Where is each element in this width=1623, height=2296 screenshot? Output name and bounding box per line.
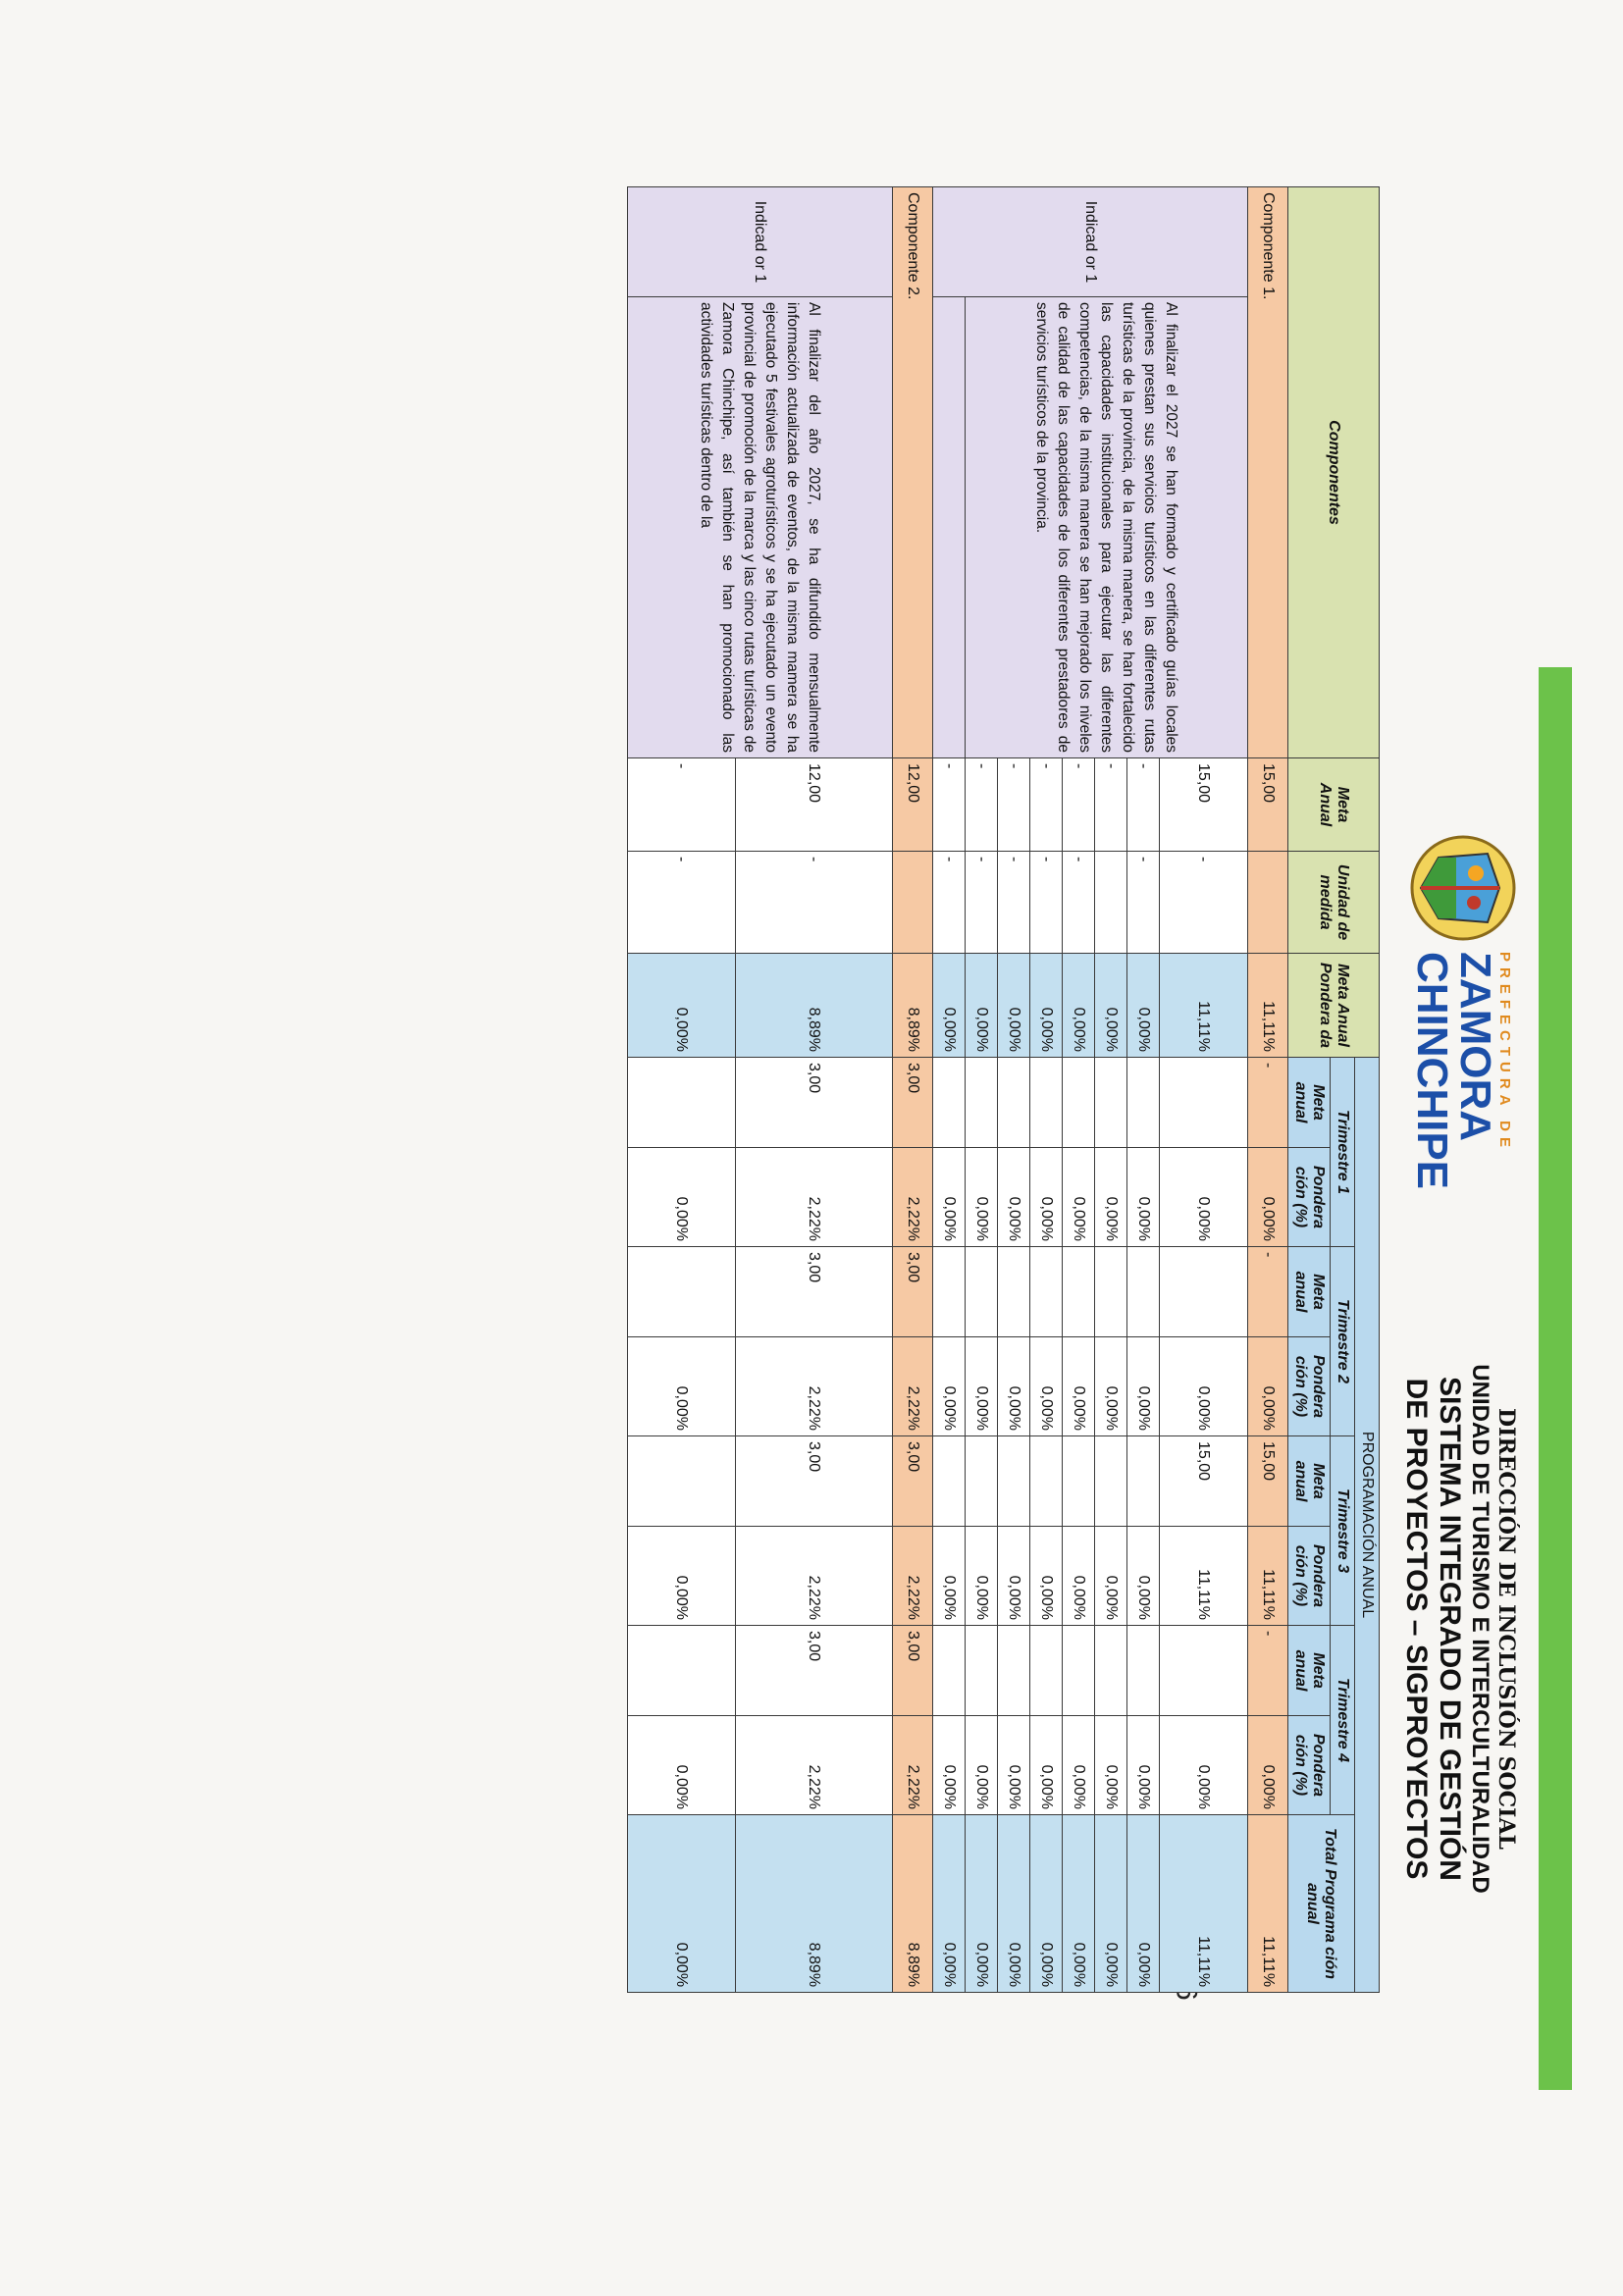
cell: - — [628, 852, 736, 954]
cell — [1160, 1058, 1248, 1148]
cell: 0,00% — [966, 1815, 998, 1993]
cell: 2,22% — [736, 1148, 893, 1247]
cell: 0,00% — [1063, 1337, 1095, 1436]
header-meta-anual: Meta Anual — [1288, 758, 1380, 852]
cell — [998, 1247, 1030, 1337]
cell: 0,00% — [1063, 954, 1095, 1058]
cell: 0,00% — [966, 1337, 998, 1436]
brand-chinchipe: CHINCHIPE — [1408, 952, 1456, 1190]
cell — [1248, 852, 1288, 954]
cell: 15,00 — [1160, 1436, 1248, 1527]
cell — [998, 1626, 1030, 1716]
cell: 0,00% — [628, 1148, 736, 1247]
table-row — [1160, 187, 1248, 1993]
cell — [1160, 1247, 1248, 1337]
cell: 0,00% — [933, 1527, 966, 1626]
cell: 0,00% — [998, 1148, 1030, 1247]
cell: 0,00% — [933, 1716, 966, 1815]
cell — [628, 1247, 736, 1337]
cell — [1063, 1436, 1095, 1527]
cell: 0,00% — [1030, 1815, 1063, 1993]
brand-block — [1410, 952, 1513, 1266]
table-row-componente-1 — [1248, 187, 1288, 1993]
green-side-band — [1539, 667, 1572, 2090]
cell: 3,00 — [893, 1058, 933, 1148]
header-t4-meta: Meta anual — [1288, 1626, 1331, 1716]
cell: 0,00% — [998, 1815, 1030, 1993]
cell: 15,00 — [1248, 758, 1288, 852]
indicador-2-label: Indicad or 1 — [628, 187, 893, 297]
table-row — [736, 187, 893, 1993]
cell: - — [1248, 1626, 1288, 1716]
cell: 11,11% — [1248, 1527, 1288, 1626]
cell: 0,00% — [933, 1815, 966, 1993]
cell: 0,00% — [1248, 1716, 1288, 1815]
cell: 0,00% — [933, 954, 966, 1058]
cell: 0,00% — [1063, 1527, 1095, 1626]
cell — [1063, 1626, 1095, 1716]
cell: 0,00% — [1248, 1337, 1288, 1436]
header-t2-pond: Pondera ción (%) — [1288, 1337, 1331, 1436]
cell: 0,00% — [998, 954, 1030, 1058]
cell: 0,00% — [1160, 1337, 1248, 1436]
cell — [998, 1436, 1030, 1527]
cell: 0,00% — [1030, 954, 1063, 1058]
cell — [1127, 1626, 1160, 1716]
cell — [933, 1626, 966, 1716]
cell: 12,00 — [736, 758, 893, 852]
document-titles — [1399, 1276, 1519, 1982]
cell: 0,00% — [1063, 1716, 1095, 1815]
header-trimestre-3: Trimestre 3 — [1331, 1436, 1355, 1626]
cell: - — [998, 852, 1030, 954]
cell — [1160, 1626, 1248, 1716]
cell: 0,00% — [1095, 1815, 1127, 1993]
header-total: Total Programa ción anual — [1288, 1815, 1355, 1993]
cell — [1095, 1247, 1127, 1337]
cell — [628, 1058, 736, 1148]
cell: 0,00% — [1030, 1148, 1063, 1247]
cell: 0,00% — [1063, 1815, 1095, 1993]
header-t1-pond: Pondera ción (%) — [1288, 1148, 1331, 1247]
cell: 2,22% — [893, 1716, 933, 1815]
cell: 11,11% — [1248, 1815, 1288, 1993]
cell: - — [1030, 758, 1063, 852]
cell: 3,00 — [736, 1058, 893, 1148]
cell — [1127, 1247, 1160, 1337]
cell — [966, 1058, 998, 1148]
header-trimestre-4: Trimestre 4 — [1331, 1626, 1355, 1815]
cell: 0,00% — [628, 954, 736, 1058]
unidad-title: UNIDAD DE TURISMO E INTERCULTURALIDAD — [1467, 1364, 1493, 1894]
direccion-title: DIRECCIÓN DE INCLUSIÓN SOCIAL — [1493, 1407, 1519, 1851]
cell — [1095, 852, 1127, 954]
cell: 0,00% — [628, 1815, 736, 1993]
cell — [966, 1626, 998, 1716]
cell: - — [1160, 852, 1248, 954]
cell: 11,11% — [1160, 1815, 1248, 1993]
cell: - — [1127, 852, 1160, 954]
header-componentes: Componentes — [1288, 187, 1380, 758]
cell — [933, 1436, 966, 1527]
header-meta-ponderada: Meta Anual Pondera da — [1288, 954, 1380, 1058]
cell: 3,00 — [893, 1436, 933, 1527]
indicador-2-text: Al finalizar del año 2027, se ha difundido mensualmente información actualizada de eventos, de la misma mamera se ha ejecutado 5 festivales agroturísticos y se ha ejecutado un evento provincial de promoción de la marca y las cinco rutas turísticas de Zamora Chinchipe, así también se han promocionado las actividades turísticas dentro de la — [628, 297, 893, 758]
cell: 12,00 — [893, 758, 933, 852]
cell — [966, 1247, 998, 1337]
cell: 0,00% — [1248, 1148, 1288, 1247]
cell — [933, 297, 966, 758]
cell: - — [933, 852, 966, 954]
cell: 3,00 — [736, 1436, 893, 1527]
cell: 0,00% — [1127, 1148, 1160, 1247]
cell: 3,00 — [736, 1626, 893, 1716]
cell: - — [1063, 852, 1095, 954]
cell: 0,00% — [1063, 1148, 1095, 1247]
header-unidad: Unidad de medida — [1288, 852, 1380, 954]
cell: 0,00% — [1095, 1148, 1127, 1247]
cell — [1063, 1247, 1095, 1337]
cell: 0,00% — [933, 1148, 966, 1247]
cell — [1030, 1247, 1063, 1337]
cell: 3,00 — [893, 1626, 933, 1716]
cell — [1095, 1058, 1127, 1148]
cell: 0,00% — [966, 1716, 998, 1815]
cell: - — [1248, 1058, 1288, 1148]
cell: - — [1127, 758, 1160, 852]
header-trimestre-1: Trimestre 1 — [1331, 1058, 1355, 1247]
cell: 11,11% — [1248, 954, 1288, 1058]
cell: 0,00% — [628, 1527, 736, 1626]
cell — [628, 1436, 736, 1527]
cell: - — [1095, 758, 1127, 852]
cell: 0,00% — [628, 1337, 736, 1436]
cell: - — [998, 758, 1030, 852]
cell: 2,22% — [736, 1527, 893, 1626]
letterhead — [1399, 186, 1527, 1992]
brand-zamora: ZAMORA — [1451, 952, 1499, 1142]
componente-2-label: Componente 2. — [893, 187, 933, 758]
cell: - — [966, 758, 998, 852]
cell: 15,00 — [1248, 1436, 1288, 1527]
cell: 2,22% — [736, 1716, 893, 1815]
cell: 0,00% — [1127, 954, 1160, 1058]
cell — [628, 1626, 736, 1716]
table-row-componente-2 — [893, 187, 933, 1993]
cell: 0,00% — [1127, 1815, 1160, 1993]
cell: 2,22% — [893, 1337, 933, 1436]
cell — [1030, 1626, 1063, 1716]
cell: - — [1063, 758, 1095, 852]
cell: 3,00 — [893, 1247, 933, 1337]
cell: 0,00% — [1160, 1148, 1248, 1247]
header-t2-meta: Meta anual — [1288, 1247, 1331, 1337]
header-t3-meta: Meta anual — [1288, 1436, 1331, 1527]
brand-prefix: PREFECTURA DE — [1496, 952, 1513, 1153]
cell: 0,00% — [1095, 1527, 1127, 1626]
cell — [1030, 1058, 1063, 1148]
cell: 0,00% — [1127, 1716, 1160, 1815]
prefectura-emblem-icon — [1409, 834, 1517, 942]
cell: 0,00% — [998, 1527, 1030, 1626]
cell: - — [1248, 1247, 1288, 1337]
cell — [1063, 1058, 1095, 1148]
cell: - — [1030, 852, 1063, 954]
cell — [1095, 1436, 1127, 1527]
cell: 8,89% — [736, 1815, 893, 1993]
cell: 0,00% — [998, 1337, 1030, 1436]
cell — [893, 852, 933, 954]
cell — [1030, 1436, 1063, 1527]
cell: 0,00% — [1030, 1527, 1063, 1626]
cell: - — [966, 852, 998, 954]
cell — [933, 1247, 966, 1337]
cell: 0,00% — [966, 1148, 998, 1247]
indicador-1-text: Al finalizar el 2027 se han formado y certificado guías locales quienes prestan sus servicios turísticos en las diferentes rutas turísticas de la provincia, de la misma manera, se han fortalecido las capacidades institucionales para ejecutar las diferentes competencias, de la misma manera se han mejorado los niveles de calidad de las capacidades de los diferentes prestadores de servicios turísticos de la provincia. — [966, 297, 1248, 758]
header-trimestre-2: Trimestre 2 — [1331, 1247, 1355, 1436]
cell: 8,89% — [893, 954, 933, 1058]
cell: 0,00% — [1127, 1337, 1160, 1436]
cell: 2,22% — [736, 1337, 893, 1436]
cell: 11,11% — [1160, 1527, 1248, 1626]
componente-1-label: Componente 1. — [1248, 187, 1288, 758]
cell: - — [628, 758, 736, 852]
cell: 3,00 — [736, 1247, 893, 1337]
header-t4-pond: Pondera ción (%) — [1288, 1716, 1331, 1815]
cell — [933, 1058, 966, 1148]
cell: 8,89% — [736, 954, 893, 1058]
cell — [1127, 1436, 1160, 1527]
cell: - — [933, 758, 966, 852]
cell — [966, 1436, 998, 1527]
cell — [1127, 1058, 1160, 1148]
cell: 0,00% — [966, 954, 998, 1058]
cell: 0,00% — [1127, 1527, 1160, 1626]
indicador-1-label: Indicad or 1 — [933, 187, 1248, 297]
table-row — [933, 187, 966, 1993]
sistema-title-line1: SISTEMA INTEGRADO DE GESTIÓN — [1434, 1377, 1466, 1881]
cell — [1095, 1626, 1127, 1716]
cell: 11,11% — [1160, 954, 1248, 1058]
header-t1-meta: Meta anual — [1288, 1058, 1331, 1148]
header-t3-pond: Pondera ción (%) — [1288, 1527, 1331, 1626]
cell: 0,00% — [1160, 1716, 1248, 1815]
sistema-title-line2: DE PROYECTOS – SIGPROYECTOS — [1400, 1378, 1433, 1880]
programacion-table — [627, 186, 1380, 1993]
rotated-page-content — [261, 186, 1527, 1992]
cell: 2,22% — [893, 1148, 933, 1247]
cell: 0,00% — [1095, 1337, 1127, 1436]
cell: 0,00% — [998, 1716, 1030, 1815]
cell: 0,00% — [1095, 954, 1127, 1058]
cell: 0,00% — [966, 1527, 998, 1626]
cell: - — [736, 852, 893, 954]
cell: 0,00% — [1030, 1716, 1063, 1815]
cell: 0,00% — [1095, 1716, 1127, 1815]
header-programacion: PROGRAMACIÓN ANUAL — [1355, 1058, 1380, 1993]
cell: 0,00% — [1030, 1337, 1063, 1436]
cell: 2,22% — [893, 1527, 933, 1626]
cell: 0,00% — [628, 1716, 736, 1815]
cell: 8,89% — [893, 1815, 933, 1993]
cell: 15,00 — [1160, 758, 1248, 852]
cell: 0,00% — [933, 1337, 966, 1436]
cell — [998, 1058, 1030, 1148]
